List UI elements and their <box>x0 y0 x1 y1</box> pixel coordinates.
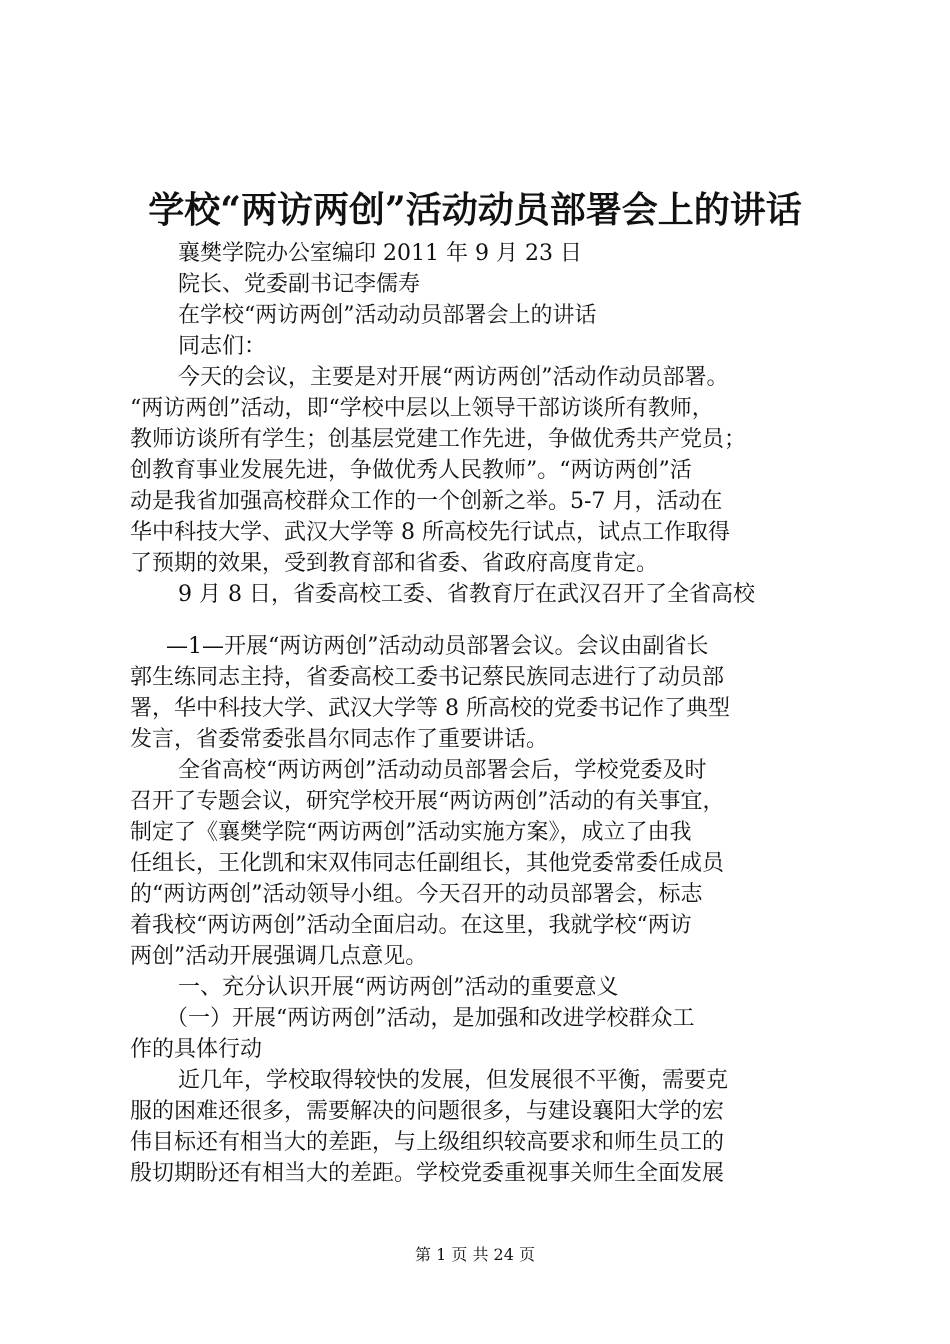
paragraph-line: 近几年，学校取得较快的发展，但发展很不平衡，需要克 <box>178 1068 729 1093</box>
paragraph-line: 两创”活动开展强调几点意见。 <box>130 944 428 969</box>
header-line-editor: 襄樊学院办公室编印 2011 年 9 月 23 日 <box>178 241 582 266</box>
document-title: 学校“两访两创”活动动员部署会上的讲话 <box>148 189 802 231</box>
paragraph-line: 着我校“两访两创”活动全面启动。在这里，我就学校“两访 <box>130 913 692 938</box>
paragraph-line: 教师访谈所有学生；创基层党建工作先进，争做优秀共产党员； <box>130 427 747 452</box>
subheading-line: （一）开展“两访两创”活动，是加强和改进学校群众工 <box>166 1006 695 1031</box>
paragraph-line: 署，华中科技大学、武汉大学等 8 所高校的党委书记作了典型 <box>130 696 730 721</box>
paragraph-line: 发言，省委常委张昌尔同志作了重要讲话。 <box>130 727 549 752</box>
header-line-speaker: 院长、党委副书记李儒寿 <box>178 272 421 297</box>
paragraph-line: 制定了《襄樊学院“两访两创”活动实施方案》，成立了由我 <box>130 820 692 845</box>
paragraph-line: 召开了专题会议，研究学校开展“两访两创”活动的有关事宜， <box>130 789 725 814</box>
paragraph-line: 动是我省加强高校群众工作的一个创新之举。5-7 月，活动在 <box>130 489 723 514</box>
paragraph-line: 创教育事业发展先进，争做优秀人民教师”。“两访两创”活 <box>130 458 692 483</box>
paragraph-line: 殷切期盼还有相当大的差距。学校党委重视事关师生全面发展 <box>130 1161 725 1186</box>
paragraph-line: 9 月 8 日，省委高校工委、省教育厅在武汉召开了全省高校 <box>178 582 755 607</box>
paragraph-line: 全省高校“两访两创”活动动员部署会后，学校党委及时 <box>178 758 707 783</box>
salutation: 同志们： <box>178 334 267 359</box>
paragraph-line: 伟目标还有相当大的差距，与上级组织较高要求和师生员工的 <box>130 1130 725 1155</box>
paragraph-line: 郭生练同志主持，省委高校工委书记蔡民族同志进行了动员部 <box>130 665 725 690</box>
paragraph-line: —1—开展“两访两创”活动动员部署会议。会议由副省长 <box>166 634 709 659</box>
subheading-line: 作的具体行动 <box>130 1037 263 1062</box>
document-body-bottom <box>130 631 830 1189</box>
paragraph-line: “两访两创”活动，即“学校中层以上领导干部访谈所有教师， <box>130 396 714 421</box>
page-footer: 第 1 页 共 24 页 <box>415 1245 535 1264</box>
paragraph-line: 服的困难还很多，需要解决的问题很多，与建设襄阳大学的宏 <box>130 1099 725 1124</box>
paragraph-line: 华中科技大学、武汉大学等 8 所高校先行试点，试点工作取得 <box>130 520 730 545</box>
section-heading: 一、充分认识开展“两访两创”活动的重要意义 <box>178 975 619 1000</box>
document-body-top <box>130 238 830 610</box>
header-line-subtitle: 在学校“两访两创”活动动员部署会上的讲话 <box>178 303 597 328</box>
paragraph-line: 今天的会议，主要是对开展“两访两创”活动作动员部署。 <box>178 365 729 390</box>
paragraph-line: 的“两访两创”活动领导小组。今天召开的动员部署会，标志 <box>130 882 703 907</box>
paragraph-line: 任组长，王化凯和宋双伟同志任副组长，其他党委常委任成员 <box>130 851 725 876</box>
paragraph-line: 了预期的效果，受到教育部和省委、省政府高度肯定。 <box>130 551 659 576</box>
